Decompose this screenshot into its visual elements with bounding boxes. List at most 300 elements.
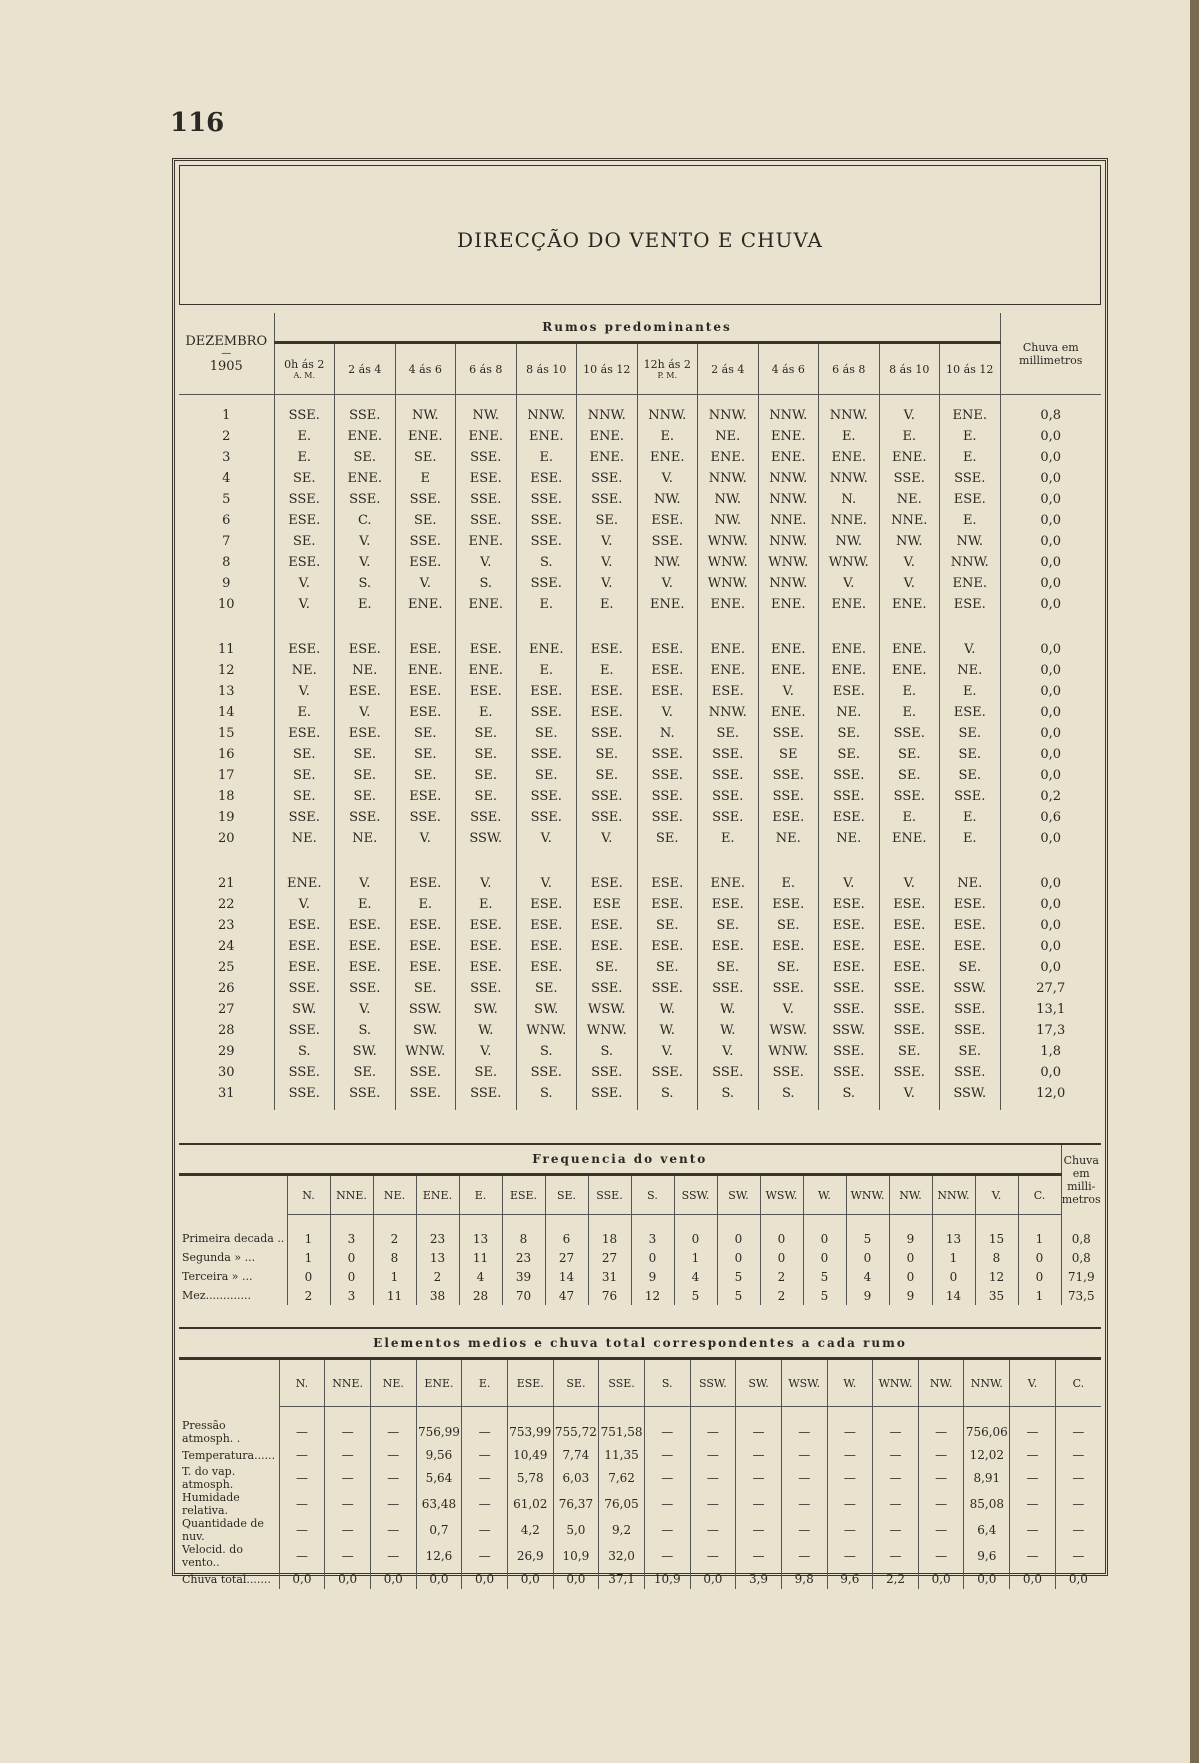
direction-cell: E. <box>274 426 335 447</box>
direction-cell: SE. <box>758 915 819 936</box>
direction-cell: SE. <box>395 765 456 786</box>
direction-cell: SE. <box>940 957 1001 978</box>
direction-cell: S. <box>758 1083 819 1104</box>
direction-cell: ENE. <box>758 594 819 615</box>
elements-cell: — <box>873 1517 919 1543</box>
elements-column-header: W. <box>827 1359 873 1407</box>
direction-cell: E. <box>516 660 577 681</box>
frequency-column-header: NNW. <box>932 1175 975 1215</box>
interval-header <box>819 343 880 395</box>
direction-cell: SSE. <box>577 489 638 510</box>
direction-cell: NW. <box>698 510 759 531</box>
day-cell: 6 <box>222 513 231 528</box>
frequency-cell: 5 <box>803 1267 846 1286</box>
frequency-cell: 5 <box>717 1267 760 1286</box>
spacer-cell <box>279 1407 325 1420</box>
frequency-cell: 9 <box>889 1229 932 1248</box>
elements-cell: 0,0 <box>918 1569 964 1589</box>
elements-cell: — <box>1010 1465 1056 1491</box>
direction-cell: W. <box>698 999 759 1020</box>
rain-cell: 0,0 <box>1000 489 1101 510</box>
frequency-cell: 27 <box>545 1248 588 1267</box>
direction-cell: SSE. <box>698 744 759 765</box>
day-cell: 26 <box>217 981 235 996</box>
direction-cell: ESE. <box>758 894 819 915</box>
direction-cell: ESE. <box>940 894 1001 915</box>
frequency-cell: 1 <box>1018 1286 1061 1305</box>
direction-cell: NNW. <box>819 405 880 426</box>
frequency-cell: 1 <box>674 1248 717 1267</box>
direction-cell: ESE. <box>758 936 819 957</box>
elements-cell: — <box>279 1419 325 1445</box>
direction-cell: WSW. <box>577 999 638 1020</box>
direction-cell: SSE. <box>879 1020 940 1041</box>
direction-cell: V. <box>819 873 880 894</box>
direction-cell: V. <box>758 999 819 1020</box>
elements-cell: — <box>827 1419 873 1445</box>
elements-cell: 10,49 <box>507 1445 553 1465</box>
direction-cell: SE. <box>577 510 638 531</box>
frequency-cell: 13 <box>416 1248 459 1267</box>
direction-cell: V. <box>516 828 577 849</box>
direction-cell: S. <box>335 573 396 594</box>
frequency-cell: 0 <box>330 1267 373 1286</box>
direction-cell: V. <box>577 552 638 573</box>
direction-cell: V. <box>637 702 698 723</box>
direction-cell: V. <box>940 639 1001 660</box>
direction-cell: SSE. <box>819 786 880 807</box>
interval-label: 12h ás 2 <box>643 358 691 371</box>
direction-cell: V. <box>758 681 819 702</box>
frequency-rain-header: Chuva em milli-metros <box>1061 1144 1101 1215</box>
rain-cell: 0,0 <box>1000 1062 1101 1083</box>
direction-cell: ENE. <box>819 660 880 681</box>
elements-cell: — <box>1010 1543 1056 1569</box>
spacer-row <box>179 1104 1101 1110</box>
table-row <box>179 639 1101 660</box>
direction-cell: V. <box>335 873 396 894</box>
elements-cell: — <box>781 1419 827 1445</box>
direction-cell: S. <box>516 1041 577 1062</box>
direction-cell: SSE. <box>335 807 396 828</box>
direction-cell: SSE. <box>335 978 396 999</box>
elements-cell: 0,0 <box>462 1569 508 1589</box>
frequency-cell: 5 <box>674 1286 717 1305</box>
frequency-column-header: NNE. <box>330 1175 373 1215</box>
direction-cell: ESE. <box>516 468 577 489</box>
wind-direction-rows <box>179 395 1101 1111</box>
frequency-cell: 14 <box>932 1286 975 1305</box>
direction-cell: SSE. <box>819 765 880 786</box>
direction-cell: SSE. <box>879 468 940 489</box>
spacer-cell <box>179 1407 279 1420</box>
spacer-cell <box>553 1407 599 1420</box>
elements-column-header: NW. <box>918 1359 964 1407</box>
direction-cell: SSW. <box>395 999 456 1020</box>
direction-cell: ESE. <box>395 552 456 573</box>
spacer-cell <box>760 1215 803 1230</box>
direction-cell: ENE. <box>879 660 940 681</box>
direction-cell: V. <box>335 531 396 552</box>
direction-cell: ENE. <box>879 828 940 849</box>
direction-cell: SE. <box>456 744 517 765</box>
elements-cell: 9,2 <box>599 1517 645 1543</box>
interval-label: 6 ás 8 <box>832 362 866 376</box>
direction-cell: SE. <box>335 765 396 786</box>
direction-cell: ESE. <box>637 936 698 957</box>
elements-cell: — <box>918 1445 964 1465</box>
elements-cell: — <box>827 1491 873 1517</box>
day-cell: 8 <box>222 555 231 570</box>
elements-cell: 6,4 <box>964 1517 1010 1543</box>
frequency-column-header: W. <box>803 1175 846 1215</box>
direction-cell: SSE. <box>395 489 456 510</box>
elements-cell: — <box>736 1491 782 1517</box>
spacer-row <box>179 1407 1101 1420</box>
direction-cell: ENE. <box>758 426 819 447</box>
direction-cell: V. <box>274 573 335 594</box>
interval-sub: P. M. <box>657 371 678 380</box>
spacer-cell <box>879 395 940 406</box>
gap-cell <box>179 615 274 639</box>
rain-cell: 13,1 <box>1000 999 1101 1020</box>
elements-cell: — <box>736 1517 782 1543</box>
rain-cell: 0,0 <box>1000 426 1101 447</box>
elements-cell: — <box>325 1543 371 1569</box>
elements-row-label: Pressão atmosph. . <box>182 1419 241 1445</box>
direction-cell: ESE. <box>637 681 698 702</box>
direction-cell: E. <box>274 702 335 723</box>
direction-cell: ENE. <box>940 405 1001 426</box>
elements-row-label: Quantidade de nuv. <box>182 1517 264 1543</box>
direction-cell: SSE. <box>698 807 759 828</box>
label-header-blank <box>179 1359 279 1407</box>
table-row <box>179 681 1101 702</box>
rain-cell: 0,0 <box>1000 531 1101 552</box>
direction-cell: E. <box>637 426 698 447</box>
interval-label: 4 ás 6 <box>408 362 442 376</box>
elements-cell: — <box>827 1517 873 1543</box>
frequency-cell: 0 <box>717 1248 760 1267</box>
direction-cell: E. <box>456 702 517 723</box>
frequency-cell: 0 <box>889 1248 932 1267</box>
day-cell: 16 <box>217 747 235 762</box>
direction-cell: WNW. <box>698 552 759 573</box>
direction-cell: NE. <box>758 828 819 849</box>
elements-cell: — <box>873 1419 919 1445</box>
direction-cell: ESE. <box>637 639 698 660</box>
direction-cell: ESE. <box>395 681 456 702</box>
direction-cell: V. <box>637 573 698 594</box>
direction-cell: ESE. <box>637 660 698 681</box>
gap-cell <box>1000 615 1101 639</box>
frequency-cell: 9 <box>631 1267 674 1286</box>
direction-cell: ESE. <box>456 681 517 702</box>
direction-cell: SE. <box>516 723 577 744</box>
direction-cell: ESE. <box>335 957 396 978</box>
day-cell: 21 <box>217 876 235 891</box>
direction-cell: ESE. <box>577 702 638 723</box>
elements-cell: — <box>736 1465 782 1491</box>
elements-cell: 12,6 <box>416 1543 462 1569</box>
elements-cell: — <box>370 1445 416 1465</box>
direction-cell: NNW. <box>758 468 819 489</box>
elements-cell: 9,56 <box>416 1445 462 1465</box>
direction-cell: SSE. <box>698 786 759 807</box>
direction-cell: SE. <box>335 447 396 468</box>
frequency-cell: 0 <box>674 1229 717 1248</box>
frequency-column-header: V. <box>975 1175 1018 1215</box>
direction-cell: SE. <box>395 978 456 999</box>
direction-cell: SE. <box>940 1041 1001 1062</box>
rain-cell: 0,2 <box>1000 786 1101 807</box>
direction-cell: V. <box>274 681 335 702</box>
direction-cell: SSE. <box>637 531 698 552</box>
elements-column-header: SSE. <box>599 1359 645 1407</box>
gap-cell <box>179 849 274 873</box>
elements-cell: — <box>873 1491 919 1517</box>
direction-cell: E. <box>879 702 940 723</box>
spacer-cell <box>1010 1407 1056 1420</box>
direction-cell: V. <box>456 1041 517 1062</box>
direction-cell: W. <box>637 1020 698 1041</box>
direction-cell: SSE. <box>879 786 940 807</box>
direction-cell: ENE. <box>395 660 456 681</box>
spacer-cell <box>459 1215 502 1230</box>
direction-cell: ESE. <box>637 510 698 531</box>
direction-cell: NW. <box>637 552 698 573</box>
direction-cell: ENE. <box>577 447 638 468</box>
elements-column-header: SE. <box>553 1359 599 1407</box>
page-number: 116 <box>170 108 225 138</box>
frequency-row-label: Primeira decada .. <box>182 1232 285 1245</box>
frequency-cell: 0 <box>803 1248 846 1267</box>
rain-cell: 0,0 <box>1000 873 1101 894</box>
frequency-cell: 12 <box>975 1267 1018 1286</box>
direction-cell: SSE. <box>940 786 1001 807</box>
direction-cell: ENE. <box>698 873 759 894</box>
elements-cell: — <box>781 1465 827 1491</box>
direction-cell: SSE. <box>637 765 698 786</box>
elements-cell: 0,0 <box>279 1569 325 1589</box>
direction-cell: SE. <box>516 978 577 999</box>
spacer-cell <box>325 1407 371 1420</box>
elements-cell: 5,78 <box>507 1465 553 1491</box>
spacer-cell <box>637 1104 698 1110</box>
direction-cell: ESE. <box>819 807 880 828</box>
group-header-label: Rumos predominantes <box>542 319 732 334</box>
rain-cell: 0,0 <box>1000 828 1101 849</box>
interval-header-row <box>179 343 1101 395</box>
direction-cell: S. <box>637 1083 698 1104</box>
table-row <box>179 573 1101 594</box>
elements-cell: — <box>1055 1419 1101 1445</box>
direction-cell: ESE. <box>879 957 940 978</box>
direction-cell: SSE. <box>879 1062 940 1083</box>
direction-cell: W. <box>698 1020 759 1041</box>
direction-cell: SE. <box>274 531 335 552</box>
spacer-cell <box>577 1104 638 1110</box>
elements-cell: — <box>370 1517 416 1543</box>
direction-cell: SE. <box>698 723 759 744</box>
elements-cell: — <box>644 1445 690 1465</box>
gap-cell <box>456 849 517 873</box>
direction-cell: ESE. <box>516 915 577 936</box>
gap-cell <box>940 849 1001 873</box>
direction-cell: SE. <box>395 723 456 744</box>
frequency-row-label: Terceira » ... <box>182 1270 253 1283</box>
direction-cell: ESE. <box>335 681 396 702</box>
direction-cell: ESE. <box>516 957 577 978</box>
elements-cell: — <box>827 1445 873 1465</box>
gap-cell <box>698 615 759 639</box>
direction-cell: NNE. <box>758 510 819 531</box>
direction-cell: SE. <box>940 744 1001 765</box>
direction-cell: V. <box>395 828 456 849</box>
direction-cell: E. <box>940 681 1001 702</box>
interval-sub: A. M. <box>293 371 316 380</box>
decade-gap-row <box>179 615 1101 639</box>
direction-cell: NE. <box>335 828 396 849</box>
direction-cell: NE. <box>335 660 396 681</box>
spacer-cell <box>698 1104 759 1110</box>
frequency-column-header: SSE. <box>588 1175 631 1215</box>
interval-label: 8 ás 10 <box>526 362 567 376</box>
frequency-column-header: E. <box>459 1175 502 1215</box>
direction-cell: SSE. <box>516 744 577 765</box>
interval-header <box>577 343 638 395</box>
table-row <box>179 489 1101 510</box>
spacer-cell <box>803 1215 846 1230</box>
direction-cell: SSE. <box>637 1062 698 1083</box>
direction-cell: ESE. <box>274 552 335 573</box>
table-row <box>179 765 1101 786</box>
frequency-column-header: ENE. <box>416 1175 459 1215</box>
rain-cell: 0,0 <box>1000 915 1101 936</box>
elements-cell: 0,0 <box>507 1569 553 1589</box>
direction-cell: V. <box>274 894 335 915</box>
direction-cell: ESE. <box>274 639 335 660</box>
direction-cell: SSE. <box>940 999 1001 1020</box>
direction-cell: E. <box>940 426 1001 447</box>
day-cell: 20 <box>217 831 235 846</box>
frequency-cell: 35 <box>975 1286 1018 1305</box>
direction-cell: ESE. <box>395 936 456 957</box>
elements-cell: — <box>325 1517 371 1543</box>
direction-cell: SSE. <box>819 1062 880 1083</box>
rain-cell: 0,0 <box>1000 447 1101 468</box>
direction-cell: SSE. <box>758 723 819 744</box>
spacer-cell <box>179 395 274 406</box>
direction-cell: NNW. <box>758 405 819 426</box>
spacer-cell <box>846 1215 889 1230</box>
rain-header: Chuva em millimetros <box>1000 313 1101 395</box>
direction-cell: SSE. <box>335 1083 396 1104</box>
day-cell: 28 <box>217 1023 235 1038</box>
direction-cell: SE. <box>940 765 1001 786</box>
direction-cell: ENE. <box>698 447 759 468</box>
table-row <box>179 531 1101 552</box>
month-label: DEZEMBRO <box>185 333 268 349</box>
frequency-cell: 23 <box>502 1248 545 1267</box>
direction-cell: WNW. <box>395 1041 456 1062</box>
frequency-cell: 9 <box>846 1286 889 1305</box>
frequency-cell: 47 <box>545 1286 588 1305</box>
direction-cell: SSE. <box>637 978 698 999</box>
direction-cell: S. <box>819 1083 880 1104</box>
direction-cell: ENE. <box>879 639 940 660</box>
frequency-row <box>179 1248 1101 1267</box>
direction-cell: ESE. <box>637 873 698 894</box>
day-cell: 17 <box>217 768 235 783</box>
direction-cell: E. <box>577 594 638 615</box>
direction-cell: V. <box>516 873 577 894</box>
direction-cell: NW. <box>879 531 940 552</box>
elements-cell: — <box>279 1465 325 1491</box>
interval-label: 10 ás 12 <box>946 362 994 376</box>
direction-cell: V. <box>637 1041 698 1062</box>
frequency-cell: 8 <box>975 1248 1018 1267</box>
direction-cell: SSE. <box>516 510 577 531</box>
direction-cell: ENE. <box>577 426 638 447</box>
spacer-cell <box>588 1215 631 1230</box>
direction-cell: SSE. <box>819 1041 880 1062</box>
elements-cell: — <box>1010 1517 1056 1543</box>
direction-cell: V. <box>879 552 940 573</box>
elements-cell: 11,35 <box>599 1445 645 1465</box>
elements-header <box>179 1328 1101 1359</box>
direction-cell: ESE. <box>577 936 638 957</box>
frequency-cell: 0 <box>932 1267 975 1286</box>
elements-cell: — <box>827 1543 873 1569</box>
gap-cell <box>879 849 940 873</box>
elements-cell: 6,03 <box>553 1465 599 1491</box>
month-header <box>179 313 274 395</box>
direction-cell: ENE. <box>758 660 819 681</box>
elements-column-header: E. <box>462 1359 508 1407</box>
elements-cell: 756,99 <box>416 1419 462 1445</box>
frequency-cell: 1 <box>373 1267 416 1286</box>
table-row <box>179 894 1101 915</box>
header-dash: — <box>221 347 232 359</box>
direction-cell: ESE. <box>395 957 456 978</box>
elements-cell: — <box>1055 1491 1101 1517</box>
spacer-cell <box>456 1104 517 1110</box>
direction-cell: SE. <box>335 1062 396 1083</box>
direction-cell: NNW. <box>698 702 759 723</box>
direction-cell: ENE. <box>879 594 940 615</box>
direction-cell: SW. <box>516 999 577 1020</box>
direction-cell: NNE. <box>879 510 940 531</box>
elements-cell: 9,8 <box>781 1569 827 1589</box>
frequency-cell: 27 <box>588 1248 631 1267</box>
elements-cell: 5,64 <box>416 1465 462 1491</box>
direction-cell: E. <box>879 807 940 828</box>
direction-cell: SE. <box>698 915 759 936</box>
frequency-column-header: SSW. <box>674 1175 717 1215</box>
elements-cell: — <box>1055 1543 1101 1569</box>
rain-cell: 0,0 <box>1000 510 1101 531</box>
direction-cell: SE. <box>395 510 456 531</box>
direction-cell: E. <box>395 894 456 915</box>
direction-cell: ESE. <box>577 639 638 660</box>
direction-cell: ENE. <box>335 426 396 447</box>
spacer-cell <box>1061 1215 1101 1230</box>
direction-cell: SSE. <box>516 786 577 807</box>
spacer-cell <box>932 1215 975 1230</box>
elements-cell: — <box>370 1543 416 1569</box>
direction-cell: SE. <box>577 744 638 765</box>
